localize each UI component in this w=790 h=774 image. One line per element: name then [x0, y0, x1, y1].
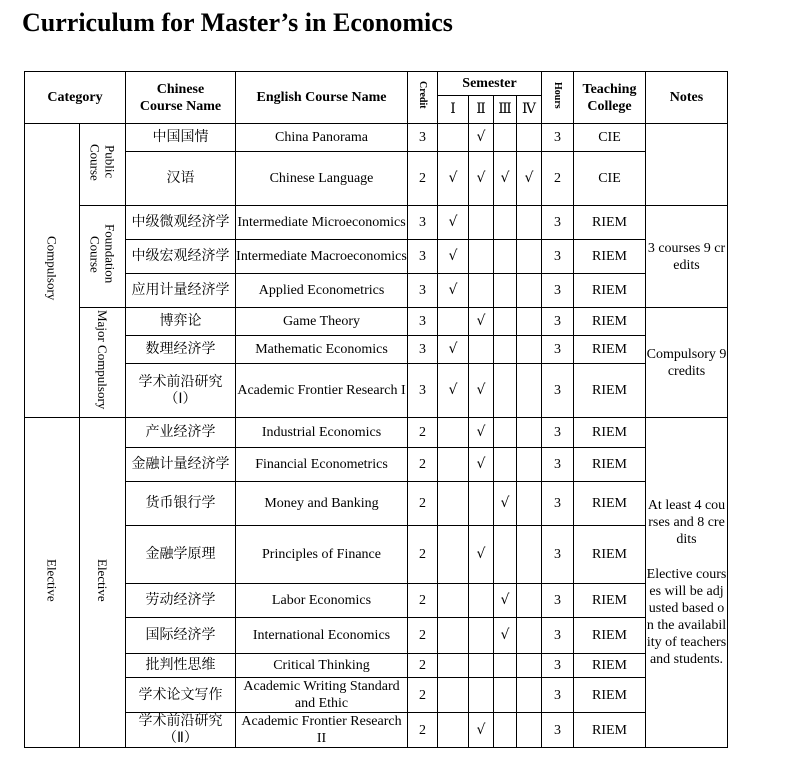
- course-row: [25, 124, 728, 152]
- course-row: [25, 308, 728, 336]
- semester-3-header: Ⅲ: [494, 96, 517, 124]
- credit-value: 2: [408, 618, 438, 654]
- credit-header: [408, 72, 438, 124]
- semester-1-cell: √: [438, 364, 469, 418]
- credit-value: 3: [408, 336, 438, 364]
- semester-4-cell: [517, 206, 542, 240]
- teaching-college: RIEM: [574, 308, 646, 336]
- credit-value: 3: [408, 364, 438, 418]
- subcategory-public-course-line-1: Public: [102, 145, 118, 179]
- english-course-name: Labor Economics: [236, 584, 408, 618]
- chinese-course-name: 数理经济学: [126, 336, 236, 364]
- english-course-name: Applied Econometrics: [236, 274, 408, 308]
- credit-value: 3: [408, 274, 438, 308]
- english-name-header: English Course Name: [236, 72, 408, 124]
- notes-elective-text-2: Elective courses will be adjusted based on the availability of teachers and students.: [646, 567, 727, 667]
- chinese-course-name: 产业经济学: [126, 418, 236, 448]
- course-row: [25, 678, 728, 713]
- chinese-course-name: 中级微观经济学: [126, 206, 236, 240]
- course-row: [25, 584, 728, 618]
- english-course-name: Game Theory: [236, 308, 408, 336]
- chinese-course-name: 学术论文写作: [126, 678, 236, 713]
- hours-value: 3: [542, 678, 574, 713]
- semester-2-cell: [469, 678, 494, 713]
- chinese-course-name: 国际经济学: [126, 618, 236, 654]
- curriculum-body: [25, 72, 728, 748]
- english-course-name: Financial Econometrics: [236, 448, 408, 482]
- semester-2-cell: [469, 654, 494, 678]
- category-header: Category: [25, 72, 126, 124]
- chinese-course-name: 学术前沿研究（Ⅱ）: [126, 713, 236, 748]
- subcategory-elective: [80, 418, 126, 748]
- chinese-course-name: 汉语: [126, 152, 236, 206]
- hours-value: 3: [542, 308, 574, 336]
- semester-2-cell: √: [469, 526, 494, 584]
- hours-value: 3: [542, 206, 574, 240]
- semester-3-cell: [494, 308, 517, 336]
- college-header-line2: College: [587, 98, 632, 114]
- teaching-college: RIEM: [574, 418, 646, 448]
- course-row: [25, 364, 728, 418]
- english-course-name: Money and Banking: [236, 482, 408, 526]
- semester-4-cell: [517, 240, 542, 274]
- teaching-college: RIEM: [574, 448, 646, 482]
- english-course-name: Academic Frontier Research II: [236, 713, 408, 748]
- subcategory-major-compulsory: [80, 308, 126, 418]
- category-compulsory-line-1: Compulsory: [44, 235, 60, 301]
- notes-foundation: [646, 206, 728, 308]
- credit-value: 3: [408, 124, 438, 152]
- chinese-course-name: 批判性思维: [126, 654, 236, 678]
- subcategory-foundation-course-line-1: Foundation: [102, 224, 118, 284]
- chinese-course-name: 博弈论: [126, 308, 236, 336]
- chinese-course-name: 货币银行学: [126, 482, 236, 526]
- credit-value: 3: [408, 240, 438, 274]
- category-elective-label: [45, 559, 60, 602]
- hours-value: 3: [542, 584, 574, 618]
- semester-1-cell: √: [438, 152, 469, 206]
- chinese-name-header: [126, 72, 236, 124]
- semester-3-cell: √: [494, 482, 517, 526]
- semester-3-cell: [494, 124, 517, 152]
- semester-2-cell: √: [469, 124, 494, 152]
- english-course-name: Academic Writing Standard and Ethic: [236, 678, 408, 713]
- semester-4-cell: [517, 678, 542, 713]
- teaching-college: RIEM: [574, 526, 646, 584]
- hours-value: 3: [542, 448, 574, 482]
- semester-4-cell: [517, 364, 542, 418]
- teaching-college: RIEM: [574, 274, 646, 308]
- subcategory-major-compulsory-label: [95, 310, 110, 409]
- course-row: [25, 240, 728, 274]
- semester-2-cell: [469, 618, 494, 654]
- semester-4-cell: [517, 618, 542, 654]
- semester-3-cell: √: [494, 618, 517, 654]
- semester-2-cell: √: [469, 713, 494, 748]
- chinese-course-name: 中国国情: [126, 124, 236, 152]
- semester-3-cell: [494, 678, 517, 713]
- english-course-name: Mathematic Economics: [236, 336, 408, 364]
- course-row: [25, 206, 728, 240]
- semester-4-header: Ⅳ: [517, 96, 542, 124]
- credit-value: 2: [408, 526, 438, 584]
- teaching-college: RIEM: [574, 713, 646, 748]
- semester-4-cell: [517, 124, 542, 152]
- semester-4-cell: [517, 654, 542, 678]
- semester-1-cell: [438, 418, 469, 448]
- semester-3-cell: [494, 654, 517, 678]
- semester-1-cell: [438, 448, 469, 482]
- semester-4-cell: [517, 482, 542, 526]
- hours-value: 3: [542, 336, 574, 364]
- hours-value: 3: [542, 124, 574, 152]
- hours-value: 3: [542, 526, 574, 584]
- semester-3-cell: [494, 240, 517, 274]
- semester-1-cell: [438, 618, 469, 654]
- chinese-course-name: 劳动经济学: [126, 584, 236, 618]
- teaching-college: RIEM: [574, 336, 646, 364]
- credit-value: 2: [408, 584, 438, 618]
- english-course-name: Academic Frontier Research I: [236, 364, 408, 418]
- semester-2-cell: √: [469, 308, 494, 336]
- semester-1-cell: [438, 482, 469, 526]
- curriculum-table: [24, 71, 728, 748]
- semester-3-cell: [494, 526, 517, 584]
- semester-1-cell: [438, 124, 469, 152]
- semester-4-cell: [517, 713, 542, 748]
- english-course-name: Critical Thinking: [236, 654, 408, 678]
- semester-1-cell: [438, 526, 469, 584]
- semester-1-cell: [438, 678, 469, 713]
- hours-value: 2: [542, 152, 574, 206]
- credit-value: 2: [408, 418, 438, 448]
- semester-4-cell: [517, 418, 542, 448]
- chinese-course-name: 金融计量经济学: [126, 448, 236, 482]
- semester-2-cell: [469, 240, 494, 274]
- category-elective: [25, 418, 80, 748]
- teaching-college: RIEM: [574, 482, 646, 526]
- course-row: [25, 526, 728, 584]
- semester-3-cell: [494, 418, 517, 448]
- credit-value: 2: [408, 678, 438, 713]
- course-row: [25, 654, 728, 678]
- hours-value: 3: [542, 274, 574, 308]
- english-course-name: Industrial Economics: [236, 418, 408, 448]
- hours-value: 3: [542, 364, 574, 418]
- header-row: [25, 72, 728, 96]
- semester-2-cell: [469, 206, 494, 240]
- notes-major-text-1: Compulsory 9 credits: [646, 346, 727, 379]
- teaching-college: RIEM: [574, 240, 646, 274]
- semester-2-cell: [469, 336, 494, 364]
- credit-value: 2: [408, 654, 438, 678]
- subcategory-public-course-line-2: Course: [87, 143, 103, 181]
- semester-2-header: Ⅱ: [469, 96, 494, 124]
- subcategory-elective-label: [95, 559, 110, 602]
- hours-value: 3: [542, 713, 574, 748]
- semester-4-cell: [517, 336, 542, 364]
- category-elective-line-1: Elective: [44, 558, 60, 602]
- subcategory-major-compulsory-line-1: Major Compulsory: [95, 310, 110, 410]
- page-title: Curriculum for Master’s in Economics: [22, 8, 453, 37]
- english-course-name: China Panorama: [236, 124, 408, 152]
- category-compulsory-label: [45, 236, 60, 300]
- english-course-name: Intermediate Microeconomics: [236, 206, 408, 240]
- semester-4-cell: [517, 526, 542, 584]
- semester-2-cell: [469, 482, 494, 526]
- semester-3-cell: [494, 206, 517, 240]
- chinese-course-name: 学术前沿研究（Ⅰ）: [126, 364, 236, 418]
- english-course-name: Chinese Language: [236, 152, 408, 206]
- course-row: [25, 713, 728, 748]
- semester-4-cell: [517, 308, 542, 336]
- semester-1-cell: √: [438, 336, 469, 364]
- semester-4-cell: [517, 274, 542, 308]
- subcategory-foundation-course: [80, 206, 126, 308]
- subcategory-elective-line-1: Elective: [95, 558, 110, 602]
- teaching-college: RIEM: [574, 584, 646, 618]
- semester-2-cell: √: [469, 418, 494, 448]
- chinese-course-name: 应用计量经济学: [126, 274, 236, 308]
- english-course-name: Intermediate Macroeconomics: [236, 240, 408, 274]
- hours-header-text: Hours: [552, 81, 563, 109]
- semester-1-cell: √: [438, 240, 469, 274]
- chinese-course-name: 金融学原理: [126, 526, 236, 584]
- semester-2-cell: √: [469, 152, 494, 206]
- hours-value: 3: [542, 418, 574, 448]
- hours-value: 3: [542, 654, 574, 678]
- credit-header-text: Credit: [417, 81, 428, 109]
- semester-3-cell: [494, 364, 517, 418]
- hours-value: 3: [542, 618, 574, 654]
- notes-elective: [646, 418, 728, 748]
- semester-3-cell: √: [494, 584, 517, 618]
- semester-2-cell: √: [469, 448, 494, 482]
- semester-1-cell: [438, 654, 469, 678]
- credit-value: 2: [408, 448, 438, 482]
- course-row: [25, 482, 728, 526]
- teaching-college: RIEM: [574, 618, 646, 654]
- semester-1-cell: [438, 308, 469, 336]
- credit-value: 2: [408, 152, 438, 206]
- semester-3-cell: [494, 274, 517, 308]
- semester-3-cell: √: [494, 152, 517, 206]
- semester-1-cell: [438, 584, 469, 618]
- semester-3-cell: [494, 713, 517, 748]
- semester-2-cell: √: [469, 364, 494, 418]
- semester-3-cell: [494, 448, 517, 482]
- hours-value: 3: [542, 240, 574, 274]
- credit-value: 3: [408, 308, 438, 336]
- chinese-course-name: 中级宏观经济学: [126, 240, 236, 274]
- chinese-name-header-line2: Course Name: [139, 98, 222, 114]
- semester-header: Semester: [438, 72, 542, 96]
- english-course-name: International Economics: [236, 618, 408, 654]
- category-compulsory: [25, 124, 80, 418]
- semester-1-cell: √: [438, 206, 469, 240]
- english-course-name: Principles of Finance: [236, 526, 408, 584]
- semester-4-cell: [517, 448, 542, 482]
- semester-2-cell: [469, 584, 494, 618]
- college-header-line1: Teaching: [582, 81, 637, 97]
- notes-major: [646, 308, 728, 418]
- semester-4-cell: √: [517, 152, 542, 206]
- semester-1-header: Ⅰ: [438, 96, 469, 124]
- semester-1-cell: [438, 713, 469, 748]
- credit-value: 2: [408, 482, 438, 526]
- teaching-college: RIEM: [574, 678, 646, 713]
- subcategory-public-course-label: [88, 144, 118, 181]
- teaching-college: RIEM: [574, 654, 646, 678]
- college-header: [574, 72, 646, 124]
- semester-3-cell: [494, 336, 517, 364]
- teaching-college: CIE: [574, 124, 646, 152]
- course-row: [25, 448, 728, 482]
- chinese-name-header-line1: Chinese: [156, 81, 205, 97]
- course-row: [25, 618, 728, 654]
- semester-2-cell: [469, 274, 494, 308]
- hours-header: [542, 72, 574, 124]
- subcategory-public-course: [80, 124, 126, 206]
- subcategory-foundation-course-label: [88, 224, 118, 283]
- notes-elective-text-1: At least 4 courses and 8 credits: [647, 498, 726, 547]
- notes-header: Notes: [646, 72, 728, 124]
- course-row: [25, 418, 728, 448]
- course-row: [25, 336, 728, 364]
- course-row: [25, 152, 728, 206]
- credit-value: 2: [408, 713, 438, 748]
- teaching-college: RIEM: [574, 206, 646, 240]
- notes-foundation-text-1: 3 courses 9 credits: [647, 240, 726, 273]
- teaching-college: RIEM: [574, 364, 646, 418]
- semester-4-cell: [517, 584, 542, 618]
- hours-value: 3: [542, 482, 574, 526]
- notes-public: [646, 124, 728, 206]
- credit-value: 3: [408, 206, 438, 240]
- teaching-college: CIE: [574, 152, 646, 206]
- subcategory-foundation-course-line-2: Course: [87, 235, 103, 273]
- semester-1-cell: √: [438, 274, 469, 308]
- course-row: [25, 274, 728, 308]
